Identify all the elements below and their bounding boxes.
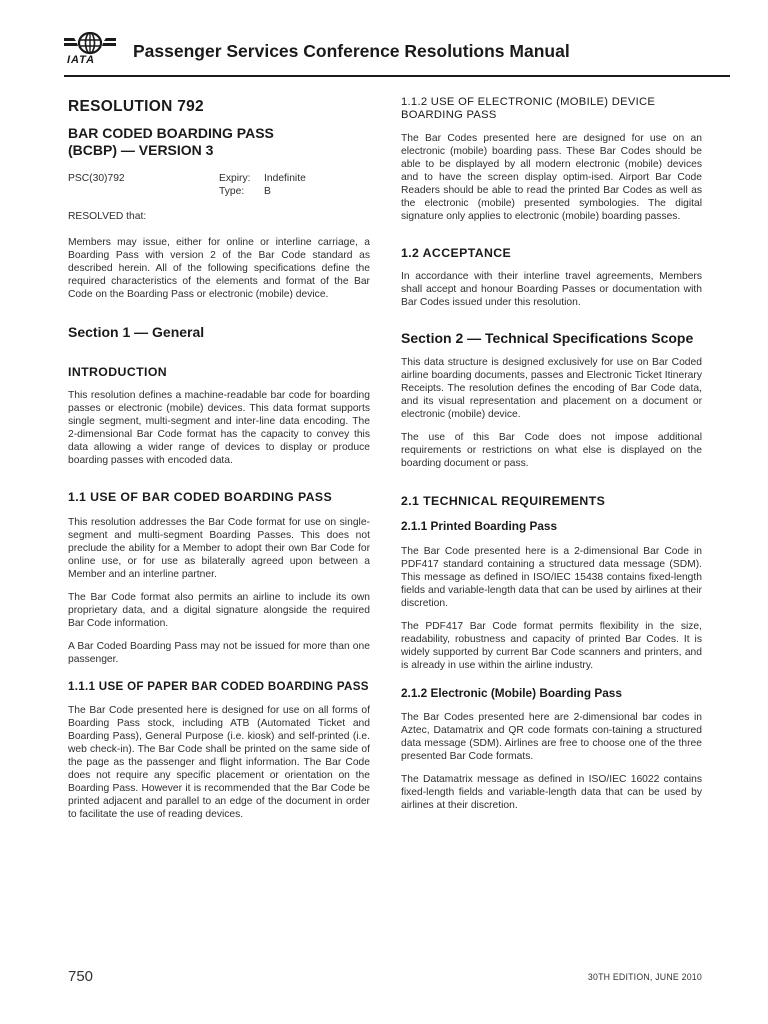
- paragraph-1-1-a: This resolution addresses the Bar Code format for use on single-segment and multi-segment Boarding Passes. This does not preclude the ability for a Member to adopt their own Bar Code for online use, or for use as bilaterally agreed upon between a Member and an interline partner.: [68, 516, 370, 580]
- paragraph-2-1-1-b: The PDF417 Bar Code format permits flexibility in the size, readability, robustness and capacity of printed Bar Codes. It is widely supported by current Bar Code scanners and printers, and is already in use within the airline industry.: [401, 620, 702, 671]
- logo-text: IATA: [67, 54, 96, 66]
- introduction-heading: INTRODUCTION: [68, 364, 168, 379]
- heading-1-1-2: 1.1.2 USE OF ELECTRONIC (MOBILE) DEVICE BOARDING PASS: [401, 96, 656, 121]
- paragraph-2-1-1-a: The Bar Code presented here is a 2-dimensional Bar Code in PDF417 standard containing a structured data message (SDM). This message as defined in ISO/IEC 15438 contains fixed-length fields and variable-length data that can be used by airlines at their discretion.: [401, 545, 702, 609]
- expiry-label: Expiry:: [219, 173, 251, 184]
- resolved-text: RESOLVED that:: [68, 211, 147, 222]
- paragraph-1-1-2: The Bar Codes presented here are designed for use on an electronic (mobile) boarding pass. These Bar Codes should be able to be displayed by all modern electronic (mobile) devices and to have the screen display optim-ised. Airport Bar Code Readers should be able to read the printed Bar Codes as well as the electronic (mobile) presented symbologies. The digital signature only applies to electronic (mobile) boarding passes.: [401, 133, 702, 222]
- paragraph-1-2: In accordance with their interline travel agreements, Members shall accept and honour Boarding Passes or documentation with Bar Codes issued under this resolution.: [401, 271, 702, 308]
- paragraph-section-2-b: The use of this Bar Code does not impose additional requirements or restrictions on what else is displayed on the boarding document or pass.: [401, 431, 702, 469]
- resolution-number: RESOLUTION 792: [68, 98, 204, 115]
- resolution-ref: PSC(30)792: [68, 173, 125, 184]
- resolution-title-line2: (BCBP) — VERSION 3: [68, 142, 214, 158]
- edition-label: 30TH EDITION, JUNE 2010: [587, 972, 702, 982]
- right-column: [401, 84, 702, 812]
- page-header: [64, 32, 728, 70]
- intro-paragraph: Members may issue, either for online or interline carriage, a Boarding Pass with version 2 of the Bar Code standard as described herein. All of the following specifications define the required characteristics of the elements and format of the Bar Code on the Boarding Pass or electronic (mobile) device.: [68, 237, 370, 300]
- paragraph-1-1-1: The Bar Code presented here is designed for use on all forms of Boarding Pass stock, including ATB (Automated Ticket and Boarding Pass), General Purpose (i.e. kiosk) and self-printed (i.e. web check-in). The Bar Code shall be printed on the same side of the page as the passenger and flight information. The Bar Code does not require any specific placement or orientation on the Boarding Pass. However it is recommended that the Bar Code be printed adjacent and parallel to an edge of the document in order to facilitate the use of reading devices.: [68, 704, 370, 820]
- heading-2-1: 2.1 TECHNICAL REQUIREMENTS: [401, 493, 606, 508]
- left-column: [68, 84, 370, 821]
- page-number: 750: [68, 968, 94, 985]
- section-2-heading: Section 2 — Technical Specifications Scope: [401, 330, 694, 346]
- heading-2-1-2: 2.1.2 Electronic (Mobile) Boarding Pass: [401, 685, 622, 700]
- iata-logo: [64, 32, 116, 68]
- type-value: B: [264, 186, 271, 197]
- paragraph-1-1-b: The Bar Code format also permits an airline to include its own proprietary data, and a digital signature alongside the required Bar Code information.: [68, 591, 370, 629]
- expiry-value: Indefinite: [264, 173, 306, 184]
- introduction-paragraph: This resolution defines a machine-readable bar code for boarding passes or electronic (mobile) devices. This data format supports single segment, multi-segment and inter-line data encoding. The 2-dimensional Bar Code format has the capacity to convey this data allowing a wider range of devices to display or produce boarding passes with encoded data.: [68, 389, 370, 466]
- globe-icon: [64, 32, 116, 56]
- paragraph-section-2-a: This data structure is designed exclusively for use on Bar Coded airline boarding documents, passes and Electronic Ticket Itinerary Receipts. The resolution defines the encoding of Bar Code data, and its visual representation and placement on a document or electronic (mobile) device.: [401, 356, 702, 420]
- section-1-heading: Section 1 — General: [68, 324, 205, 340]
- paragraph-2-1-2-b: The Datamatrix message as defined in ISO/IEC 16022 contains fixed-length fields and variable-length data that can be used by airlines at their discretion.: [401, 773, 702, 811]
- heading-2-1-1: 2.1.1 Printed Boarding Pass: [401, 518, 558, 533]
- paragraph-1-1-c: A Bar Coded Boarding Pass may not be issued for more than one passenger.: [68, 640, 370, 665]
- paragraph-2-1-2-a: The Bar Codes presented here are 2-dimensional bar codes in Aztec, Datamatrix and QR code formats con-taining a structured data message (SDM). Airlines are free to choose one of the three presented Bar Code formats.: [401, 711, 702, 762]
- heading-1-2: 1.2 ACCEPTANCE: [401, 246, 512, 260]
- header-divider: [64, 75, 730, 77]
- resolution-meta: [68, 172, 370, 200]
- manual-title: Passenger Services Conference Resolutions Manual: [133, 41, 570, 61]
- resolution-title-line1: BAR CODED BOARDING PASS: [68, 125, 274, 141]
- heading-1-1-1: 1.1.1 USE OF PAPER BAR CODED BOARDING PASS: [68, 679, 369, 693]
- type-label: Type:: [219, 186, 245, 197]
- heading-1-1: 1.1 USE OF BAR CODED BOARDING PASS: [68, 489, 333, 504]
